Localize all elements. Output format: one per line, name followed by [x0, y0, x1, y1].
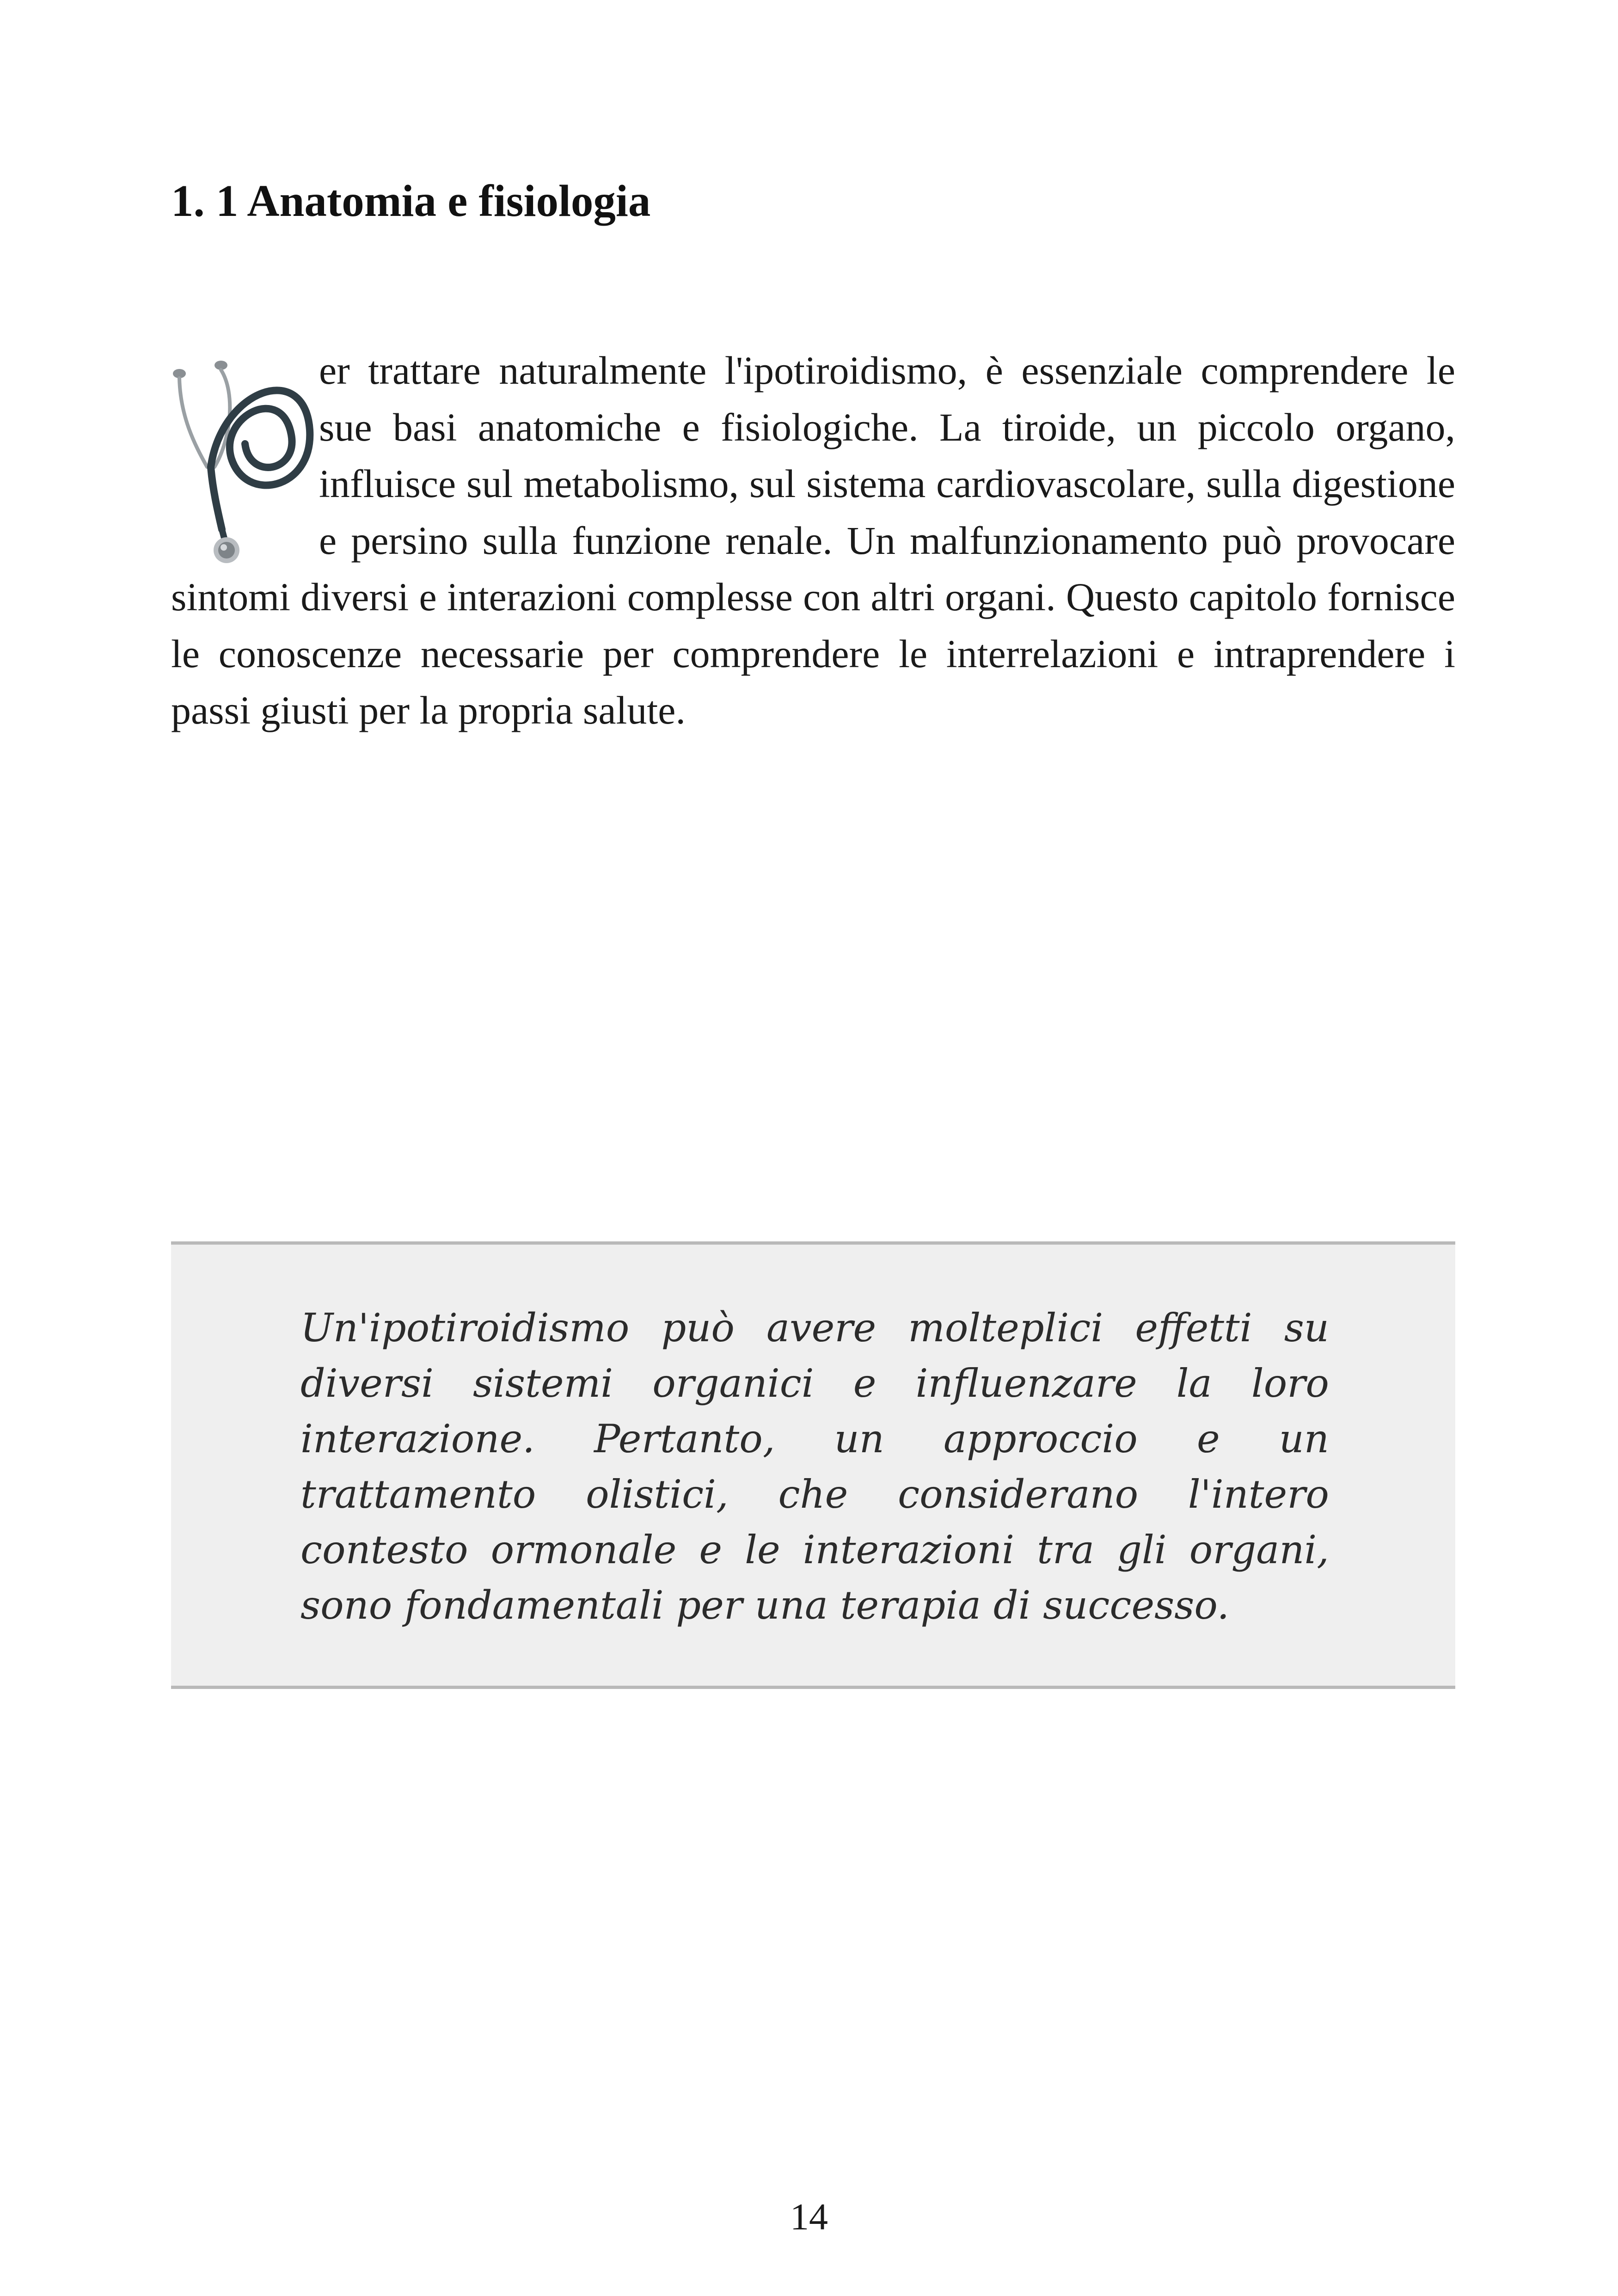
- stethoscope-icon: [166, 351, 319, 569]
- section-title: 1. 1 Anatomia e fisiologia: [171, 176, 651, 226]
- page-number: 14: [790, 2196, 828, 2238]
- callout-box: [171, 1241, 1455, 1689]
- intro-paragraph: er trattare naturalmente l'ipotiroidismo, è essenziale comprendere le sue basi anatomiche e fisiologiche. La tiroide, un piccolo organo, influisce sul metabolismo, sul sistema cardiovascolare, sulla digestione e persino sulla funzione renale. Un malfunzionamento può provocare sintomi diversi e interazioni complesse con altri organi. Questo capitolo fornisce le conoscenze necessarie per comprendere le interrelazioni e intraprendere i passi giusti per la propria salute.: [171, 348, 1455, 732]
- intro-paragraph-block: [171, 342, 1455, 739]
- callout-text: Un'ipotiroidismo può avere molteplici effetti su diversi sistemi organici e influenzare la loro interazione. Pertanto, un approccio e un trattamento olistici, che considerano l'intero contesto ormonale e le interazioni tra gli organi, sono fondamentali per una terapia di successo.: [300, 1305, 1329, 1628]
